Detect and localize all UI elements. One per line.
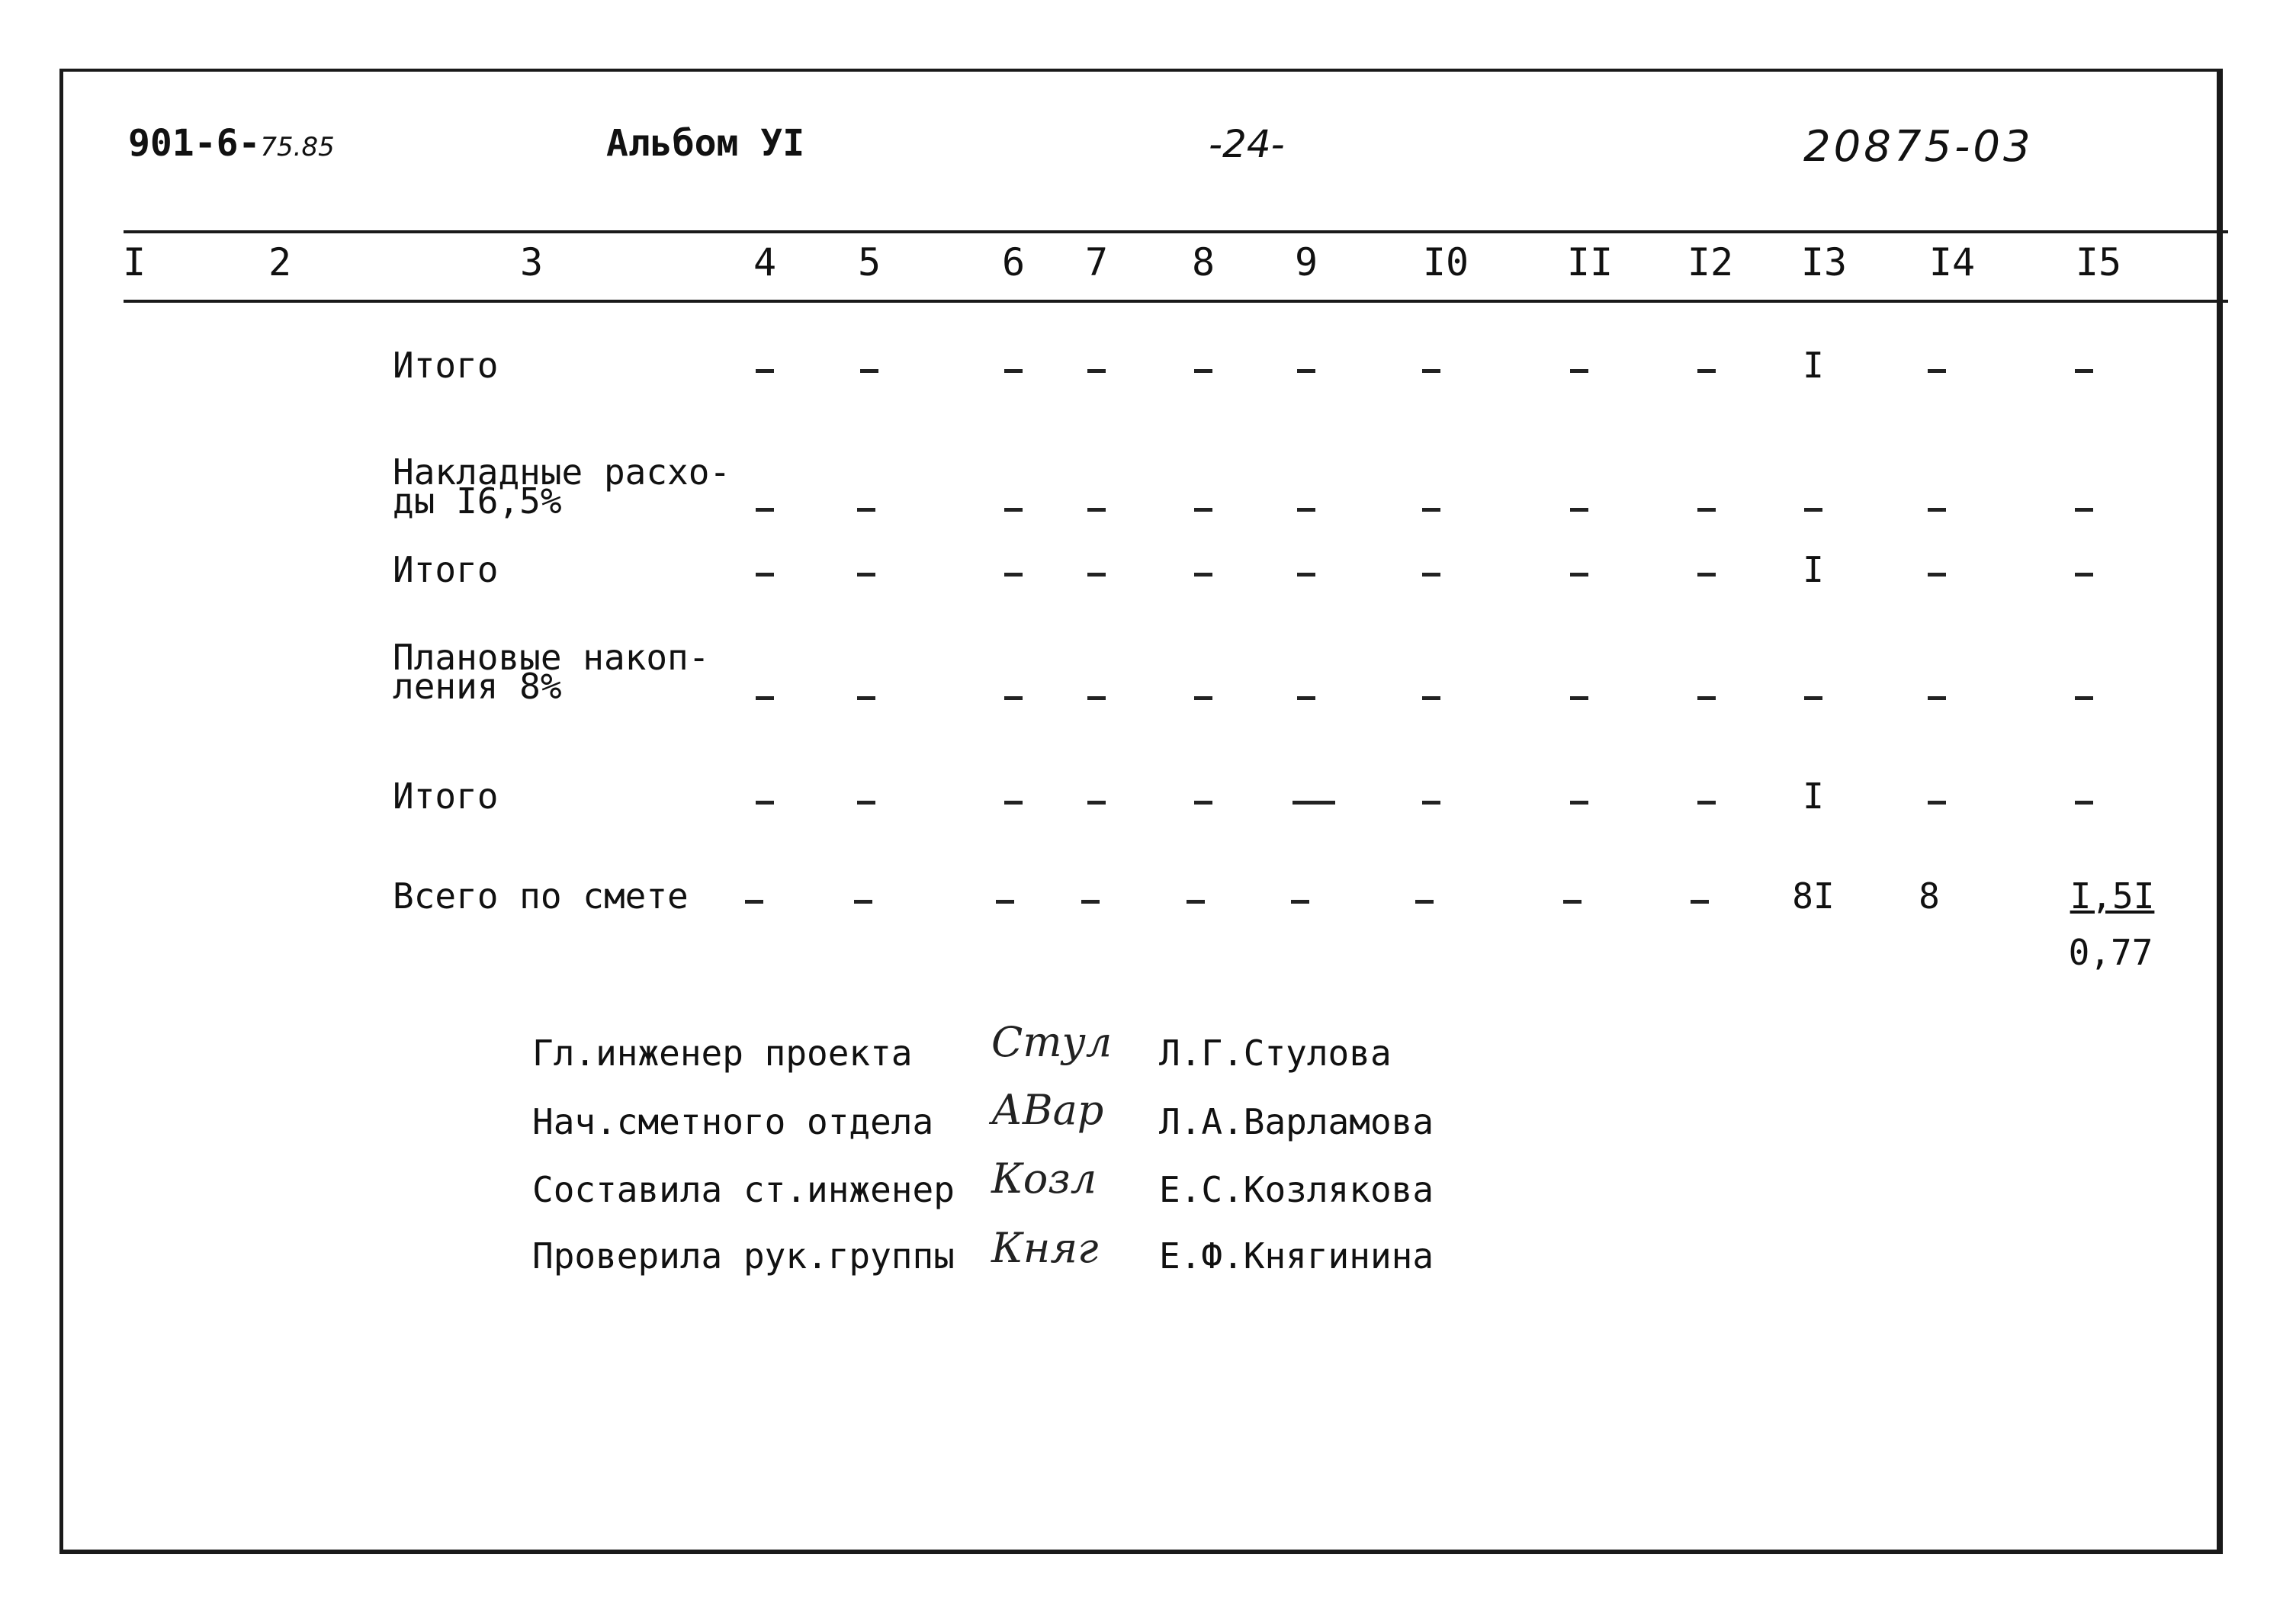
row-label-planned-line1: Плановые накоп- [393,637,710,678]
row-label-planned-line2: ления 8% [393,666,562,707]
dash [996,900,1014,904]
signature-name: Е.Ф.Княгинина [1159,1235,1434,1277]
album-label: Альбом УI [606,122,805,165]
dash [1293,801,1335,805]
dash [756,508,774,512]
dash [1697,696,1716,700]
signature-name: Л.А.Варламова [1159,1101,1434,1142]
cell-value: I [1803,776,1824,817]
cell-value-numerator: I,5I [2070,875,2155,917]
dash [1194,696,1212,700]
col-header-9: 9 [1294,240,1318,284]
dash [1804,696,1822,700]
dash [1928,696,1946,700]
dash [1297,369,1315,373]
dash [1422,696,1440,700]
cell-value: 8I [1792,875,1835,917]
row-label-itogo-1: Итого [393,345,499,386]
dash [854,900,872,904]
dash [1187,900,1205,904]
dash [2075,508,2093,512]
row-label-itogo-3: Итого [393,776,499,817]
row-label-overhead-line2: ды I6,5% [393,480,562,522]
dash [1422,369,1440,373]
project-code-handwritten: 75.85 [260,132,335,162]
col-header-5: 5 [857,240,881,284]
dash [1415,900,1434,904]
dash [1297,508,1315,512]
col-header-12: I2 [1687,240,1734,284]
dash [1570,573,1588,577]
dash [1004,801,1023,805]
dash [756,801,774,805]
col-header-11: II [1566,240,1614,284]
dash [2075,696,2093,700]
row-label-total: Всего по смете [393,875,689,917]
dash [1697,573,1716,577]
cell-value-denominator: 0,77 [2068,932,2153,973]
dash [1004,369,1023,373]
dash [1697,801,1716,805]
dash [1570,801,1588,805]
col-header-2: 2 [268,240,292,284]
dash [1422,508,1440,512]
signature-position: Нач.сметного отдела [532,1101,934,1142]
row-label-overhead-line1: Накладные расхо- [393,451,731,493]
dash [1004,573,1023,577]
cell-value: I [1803,345,1824,386]
dash [1691,900,1709,904]
dash [1422,801,1440,805]
signature-position: Гл.инженер проекта [532,1033,913,1074]
col-header-4: 4 [753,240,777,284]
col-header-8: 8 [1191,240,1215,284]
dash [1804,508,1822,512]
dash [756,573,774,577]
dash [1928,573,1946,577]
dash [1087,508,1106,512]
dash [745,900,763,904]
project-code-printed: 901-6- [128,122,261,165]
dash [1697,508,1716,512]
dash [857,801,875,805]
dash [1194,369,1212,373]
header-rule-bottom [124,300,2228,303]
col-header-15: I5 [2075,240,2122,284]
dash [1087,369,1106,373]
dash [2075,369,2093,373]
handwritten-signature: Стул [991,1018,1113,1066]
dash [1004,508,1023,512]
cell-value: 8 [1919,875,1940,917]
dash [1928,508,1946,512]
col-header-6: 6 [1001,240,1026,284]
dash [1087,801,1106,805]
col-header-1: I [122,240,146,284]
dash [1297,696,1315,700]
col-header-13: I3 [1800,240,1848,284]
dash [1004,696,1023,700]
project-code [128,122,335,165]
dash [1570,369,1588,373]
header-rule-top [124,230,2228,233]
col-header-10: I0 [1422,240,1469,284]
page-number: -24- [1209,122,1285,166]
dash [857,696,875,700]
dash [1570,508,1588,512]
dash [1928,801,1946,805]
dash [1928,369,1946,373]
document-number: 20875-03 [1803,122,2034,172]
page-frame [59,69,2223,1554]
row-label-itogo-2: Итого [393,549,499,590]
signature-position: Составила ст.инженер [532,1169,955,1210]
dash [2075,573,2093,577]
dash [756,696,774,700]
handwritten-signature: АВар [991,1086,1104,1134]
signature-position: Проверила рук.группы [532,1235,955,1277]
dash [2075,801,2093,805]
signature-name: Е.С.Козлякова [1159,1169,1434,1210]
dash [860,369,878,373]
dash [1194,508,1212,512]
dash [1422,573,1440,577]
cell-value: I [1803,549,1824,590]
handwritten-signature: Козл [991,1155,1097,1203]
dash [756,369,774,373]
dash [857,508,875,512]
dash [1194,801,1212,805]
col-header-7: 7 [1084,240,1109,284]
dash [1297,573,1315,577]
signature-name: Л.Г.Стулова [1159,1033,1392,1074]
dash [1087,696,1106,700]
dash [857,573,875,577]
dash [1291,900,1309,904]
dash [1570,696,1588,700]
col-header-14: I4 [1928,240,1976,284]
dash [1563,900,1582,904]
dash [1697,369,1716,373]
dash [1194,573,1212,577]
col-header-3: 3 [519,240,544,284]
dash [1081,900,1100,904]
handwritten-signature: Княг [991,1224,1099,1272]
dash [1087,573,1106,577]
